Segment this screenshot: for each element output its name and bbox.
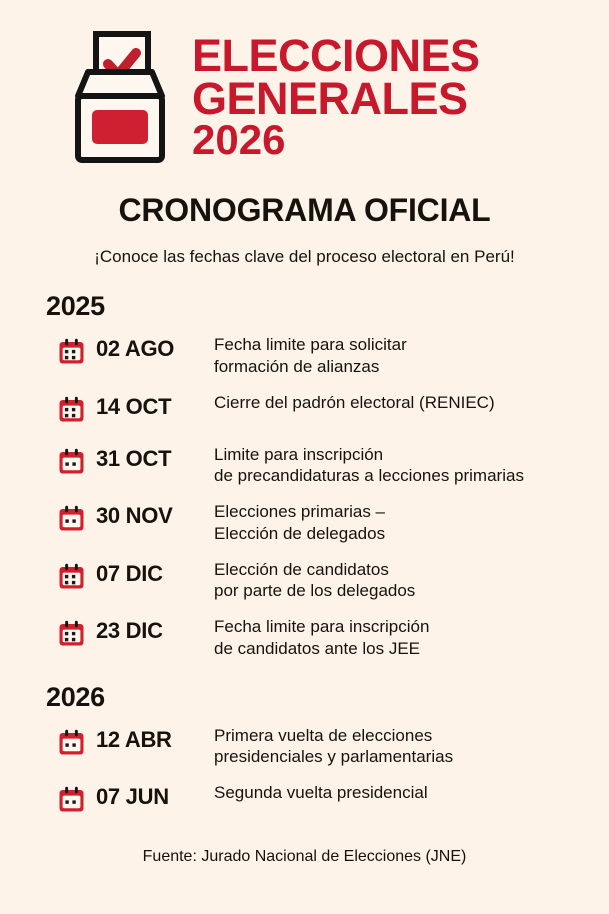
event-description bbox=[214, 780, 609, 804]
calendar-icon bbox=[58, 448, 85, 475]
calendar-icon bbox=[58, 563, 85, 590]
event-description-line2: Elección de delegados bbox=[214, 523, 386, 543]
event-description-line2: por parte de los delegados bbox=[214, 581, 416, 601]
event-description-line1: Limite para inscripción bbox=[214, 444, 384, 464]
event-description-line2: formación de alianzas bbox=[214, 356, 380, 376]
calendar-icon bbox=[58, 396, 85, 423]
page-tagline: ¡Conoce las fechas clave del proceso electoral en Perú! bbox=[94, 247, 515, 266]
year-heading: 2026 bbox=[46, 681, 105, 712]
timeline-event-row bbox=[46, 551, 609, 609]
event-description bbox=[214, 390, 609, 414]
timeline-event-row bbox=[46, 384, 609, 436]
event-description-line2: de candidatos ante los JEE bbox=[214, 638, 421, 658]
event-description bbox=[214, 614, 609, 660]
event-date: 07 JUN bbox=[96, 784, 169, 809]
calendar-icon bbox=[58, 786, 85, 813]
calendar-icon bbox=[58, 505, 85, 532]
event-description bbox=[214, 557, 609, 603]
calendar-icon bbox=[58, 338, 85, 365]
event-date: 30 NOV bbox=[96, 503, 173, 528]
source-note: Fuente: Jurado Nacional de Elecciones (JNE) bbox=[142, 848, 467, 865]
event-date: 12 ABR bbox=[96, 726, 172, 752]
timeline-event-row bbox=[46, 608, 609, 666]
timeline-event-row bbox=[46, 774, 609, 826]
title-line-year: 2026 bbox=[192, 116, 286, 164]
event-date: 14 OCT bbox=[96, 393, 172, 419]
title-line-1: ELECCIONES bbox=[192, 30, 480, 81]
year-heading: 2025 bbox=[46, 291, 105, 321]
event-description-line1: Fecha limite para solicitar bbox=[214, 335, 407, 354]
page-subtitle: CRONOGRAMA OFICIAL bbox=[118, 192, 491, 228]
event-description-line1: Elección de candidatos bbox=[214, 559, 389, 579]
event-date: 02 AGO bbox=[96, 336, 175, 361]
event-description bbox=[214, 442, 609, 488]
event-description bbox=[214, 332, 609, 378]
timeline-event-row bbox=[46, 326, 609, 384]
event-description-line1: Elecciones primarias – bbox=[214, 502, 386, 521]
timeline bbox=[0, 267, 609, 826]
event-date: 23 DIC bbox=[96, 618, 163, 643]
event-description-line1: Segunda vuelta presidencial bbox=[214, 783, 428, 802]
event-description-line1: Fecha limite para inscripción bbox=[214, 617, 430, 636]
timeline-event-row bbox=[46, 436, 609, 494]
event-date: 07 DIC bbox=[96, 560, 163, 586]
ballot-box-icon bbox=[66, 28, 174, 176]
event-description bbox=[214, 723, 609, 769]
event-description bbox=[214, 499, 609, 545]
timeline-event-row bbox=[46, 717, 609, 775]
timeline-event-row bbox=[46, 493, 609, 551]
title-block bbox=[192, 30, 480, 164]
title-line-2: GENERALES bbox=[192, 73, 468, 125]
event-description-line2: de precandidaturas a lecciones primarias bbox=[214, 466, 524, 486]
event-date: 31 OCT bbox=[96, 445, 172, 471]
event-description-line1: Primera vuelta de elecciones bbox=[214, 725, 433, 745]
calendar-icon bbox=[58, 620, 85, 647]
header bbox=[0, 0, 609, 176]
calendar-icon bbox=[58, 729, 85, 756]
event-description-line1: Cierre del padrón electoral (RENIEC) bbox=[214, 392, 495, 412]
event-description-line2: presidenciales y parlamentarias bbox=[214, 747, 454, 767]
